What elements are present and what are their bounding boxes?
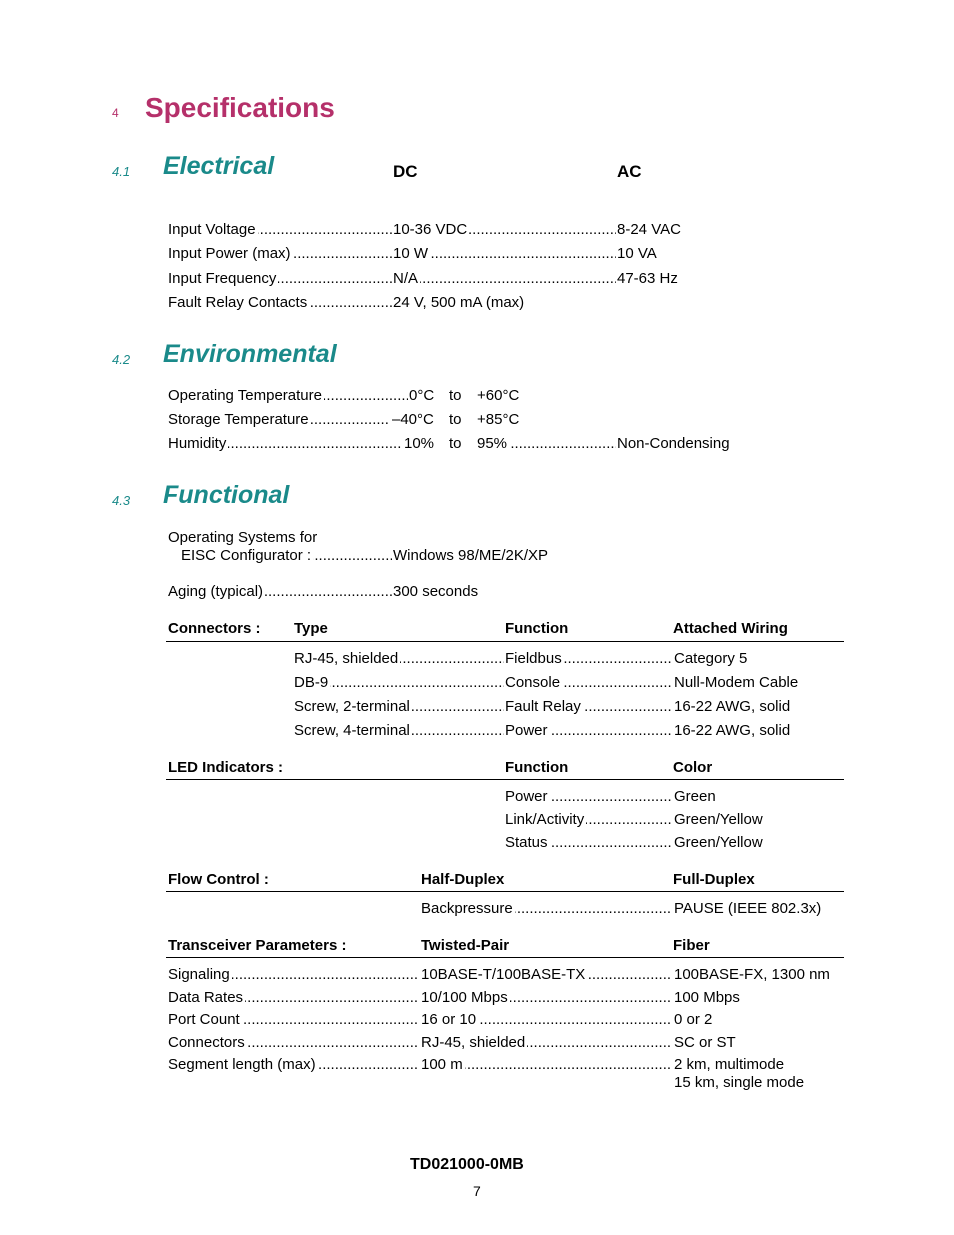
row-label: ..... Operating Temperature [168,387,322,404]
led-color: Green/Yellow [674,811,763,828]
row-label: ..... Input Power (max) [168,245,291,262]
row-label: ..... Humidity [168,435,227,452]
subsection-number-environmental: 4.2 [112,352,131,367]
fiber-value: 100 Mbps [674,989,740,1006]
ac-value: 8-24 VAC [617,221,681,238]
tp-value: ..... RJ-45, shielded [421,1034,526,1051]
max-value: ..... 95% [477,435,508,452]
connector-function: ..... Fieldbus [505,650,562,667]
connector-function: ..... Console [505,674,561,691]
transceiver-label: ..... Data Rates [168,989,244,1006]
table-rule [166,641,844,642]
subsection-number-electrical: 4.1 [112,164,131,179]
tp-value: ..... 16 or 10 [421,1011,477,1028]
connector-type: ..... Screw, 2-terminal [294,698,410,715]
leds-header-label: LED Indicators : [168,759,284,776]
dc-value: ..... N/A [393,270,419,287]
to-text: to [449,387,462,404]
transceiver-label: ..... Port Count [168,1011,240,1028]
to-text: to [449,411,462,428]
fiber-value-line2: 15 km, single mode [674,1074,805,1091]
table-rule [166,957,844,958]
table-rule [166,891,844,892]
max-value: +85°C [477,411,520,428]
led-function: ..... Link/Activity [505,811,585,828]
page-number: 7 [473,1183,481,1199]
transceiver-header-tp: Twisted-Pair [421,937,510,954]
dc-value: 24 V, 500 mA (max) [393,294,525,311]
ac-value: 10 VA [617,245,657,262]
flow-header-full: Full-Duplex [673,871,755,888]
tp-value: ..... 100 m [421,1056,463,1073]
connectors-header-label: Connectors : [168,620,261,637]
connector-wiring: 16-22 AWG, solid [674,722,791,739]
connector-type: ..... Screw, 4-terminal [294,722,410,739]
row-label: ..... Input Voltage [168,221,256,238]
led-function: ..... Power [505,788,548,805]
aging-label: ..... Aging (typical) [168,583,264,600]
leds-header-color: Color [673,759,713,776]
connectors-header-function: Function [505,620,569,637]
os-value: Windows 98/ME/2K/XP [393,547,549,564]
tp-value: ..... 10/100 Mbps [421,989,508,1006]
row-label: ..... Fault Relay Contacts [168,294,308,311]
document-id: TD021000-0MB [410,1156,524,1173]
connector-function: ..... Fault Relay [505,698,581,715]
fiber-value: SC or ST [674,1034,736,1051]
connector-type: ..... DB-9 [294,674,329,691]
transceiver-label: ..... Signaling [168,966,230,983]
page-title: Specifications [145,92,335,123]
transceiver-label: ..... Segment length (max) [168,1056,316,1073]
os-label-line1: Operating Systems for [168,529,318,546]
note-value: Non-Condensing [617,435,730,452]
min-value: –40°C [392,411,434,428]
dc-value: ..... 10 W [393,245,429,262]
connector-wiring: Null-Modem Cable [674,674,799,691]
fiber-value: 100BASE-FX, 1300 nm [674,966,830,983]
dc-value: ..... 10-36 VDC [393,221,468,238]
transceiver-label: ..... Connectors [168,1034,245,1051]
led-color: Green [674,788,716,805]
min-value: 10% [404,435,435,452]
ac-value: 47-63 Hz [617,270,678,287]
min-value: 0°C [409,387,435,404]
os-label-line2: ..... EISC Configurator : [181,547,312,564]
row-label: ..... Storage Temperature [168,411,309,428]
transceiver-header-fiber: Fiber [673,937,710,954]
led-color: Green/Yellow [674,834,763,851]
subsection-title-electrical: Electrical [163,152,275,180]
connector-type: ..... RJ-45, shielded [294,650,399,667]
subsection-title-functional: Functional [163,481,290,509]
tp-value: ..... 10BASE-T/100BASE-TX [421,966,586,983]
flow-half-value: ..... Backpressure [421,900,513,917]
subsection-title-environmental: Environmental [163,340,337,368]
aging-value: 300 seconds [393,583,479,600]
led-function: ..... Status [505,834,548,851]
to-text: to [449,435,462,452]
connectors-header-type: Type [294,620,328,637]
fiber-value: 2 km, multimode [674,1056,785,1073]
transceiver-header-label: Transceiver Parameters : [168,937,347,954]
subsection-number-functional: 4.3 [112,493,131,508]
flow-full-value: PAUSE (IEEE 802.3x) [674,900,822,917]
leds-header-function: Function [505,759,569,776]
flow-header-label: Flow Control : [168,871,269,888]
connectors-header-wiring: Attached Wiring [673,620,788,637]
section-number: 4 [112,106,119,120]
connector-wiring: 16-22 AWG, solid [674,698,791,715]
connector-function: ..... Power [505,722,548,739]
fiber-value: 0 or 2 [674,1011,713,1028]
connector-wiring: Category 5 [674,650,748,667]
column-header-ac: AC [617,162,642,181]
table-rule [166,779,844,780]
column-header-dc: DC [393,162,418,181]
max-value: +60°C [477,387,520,404]
row-label: ..... Input Frequency [168,270,277,287]
flow-header-half: Half-Duplex [421,871,505,888]
